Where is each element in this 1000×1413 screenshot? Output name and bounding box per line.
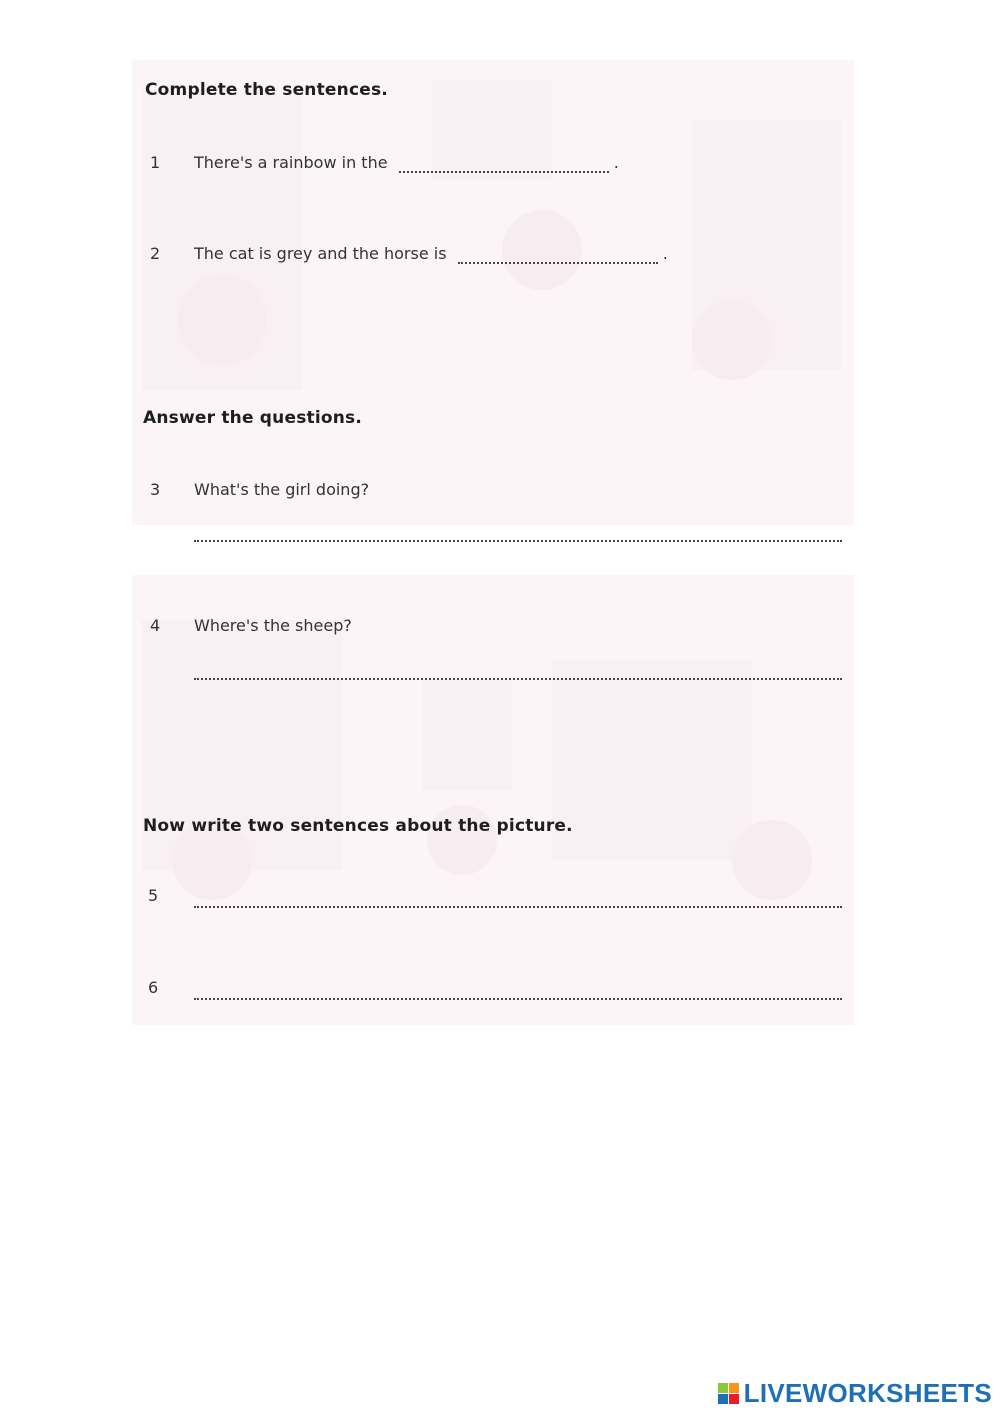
question-number: 1	[150, 153, 161, 172]
question-prompt: There's a rainbow in the	[194, 153, 388, 172]
question-number: 3	[150, 480, 161, 499]
question-number: 2	[150, 244, 161, 263]
logo-icon	[718, 1383, 740, 1405]
answer-field[interactable]	[194, 892, 842, 908]
sentence-end: .	[613, 153, 619, 172]
section-heading-answer: Answer the questions.	[143, 408, 363, 428]
answer-field[interactable]	[399, 157, 609, 173]
answer-field[interactable]	[194, 526, 842, 542]
question-prompt: What's the girl doing?	[194, 480, 370, 499]
answer-field[interactable]	[194, 984, 842, 1000]
background-illustration	[132, 60, 854, 1025]
question-number: 4	[150, 616, 161, 635]
answer-field[interactable]	[458, 248, 658, 264]
logo-text: LIVEWORKSHEETS	[743, 1378, 992, 1408]
section-heading-complete: Complete the sentences.	[145, 80, 388, 100]
question-prompt: Where's the sheep?	[194, 616, 352, 635]
question-text	[194, 153, 619, 173]
section-heading-write: Now write two sentences about the picture.	[143, 816, 573, 836]
sentence-end: .	[662, 244, 668, 263]
question-number: 5	[148, 886, 159, 905]
answer-field[interactable]	[194, 664, 842, 680]
question-number: 6	[148, 978, 159, 997]
liveworksheets-logo	[718, 1378, 992, 1409]
question-text	[194, 244, 668, 264]
question-prompt: The cat is grey and the horse is	[194, 244, 447, 263]
